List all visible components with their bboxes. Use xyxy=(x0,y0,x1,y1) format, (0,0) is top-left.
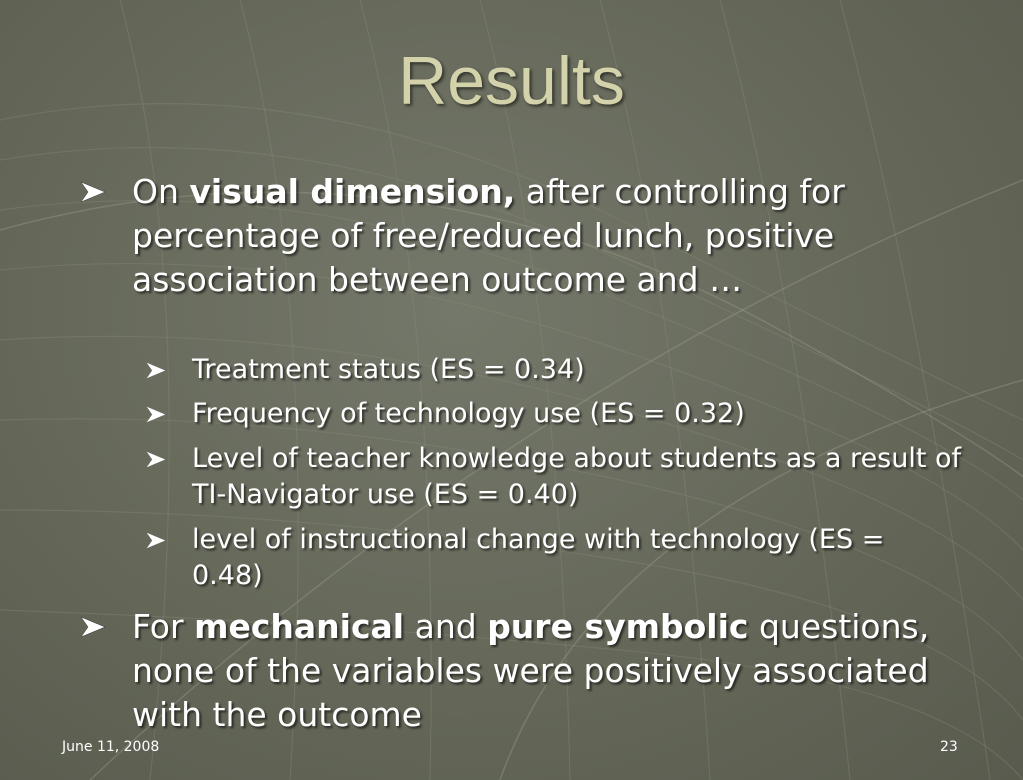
bullet2-text-mid: and xyxy=(404,607,488,646)
footer-date: June 11, 2008 xyxy=(62,739,160,755)
arrow-sub-bullet-icon xyxy=(146,532,166,549)
bullet2-text-post: questions, none of the variables were positively associated with the outcome xyxy=(132,607,930,734)
sub-item-treatment-status: Treatment status (ES = 0.34) xyxy=(192,354,585,385)
bullet1-text-pre: On xyxy=(132,172,190,211)
sub-item-instructional-change: level of instructional change with technology (ES = 0.48) xyxy=(192,524,885,591)
arrow-sub-bullet-icon xyxy=(146,362,166,379)
sub-item-technology-frequency: Frequency of technology use (ES = 0.32) xyxy=(192,398,745,429)
slide-title: Results xyxy=(398,43,625,119)
bullet2-text-bold2: pure symbolic xyxy=(487,607,749,646)
slide-number: 23 xyxy=(940,739,958,755)
sub-item-teacher-knowledge: Level of teacher knowledge about students as a result of TI-Navigator use (ES = 0.40) xyxy=(192,443,962,510)
bullet-visual-dimension xyxy=(132,170,972,302)
bullet2-text-bold1: mechanical xyxy=(194,607,405,646)
arrow-bullet-icon xyxy=(80,616,106,638)
bullet1-text-bold: visual dimension, xyxy=(189,172,516,211)
arrow-sub-bullet-icon xyxy=(146,406,166,423)
bullet1-text-post: after controlling for percentage of free/reduced lunch, positive association between outcome and … xyxy=(132,172,845,299)
bullet2-text-pre: For xyxy=(132,607,195,646)
bullet-mechanical-symbolic xyxy=(132,605,972,737)
arrow-sub-bullet-icon xyxy=(146,451,166,468)
arrow-bullet-icon xyxy=(80,181,106,203)
